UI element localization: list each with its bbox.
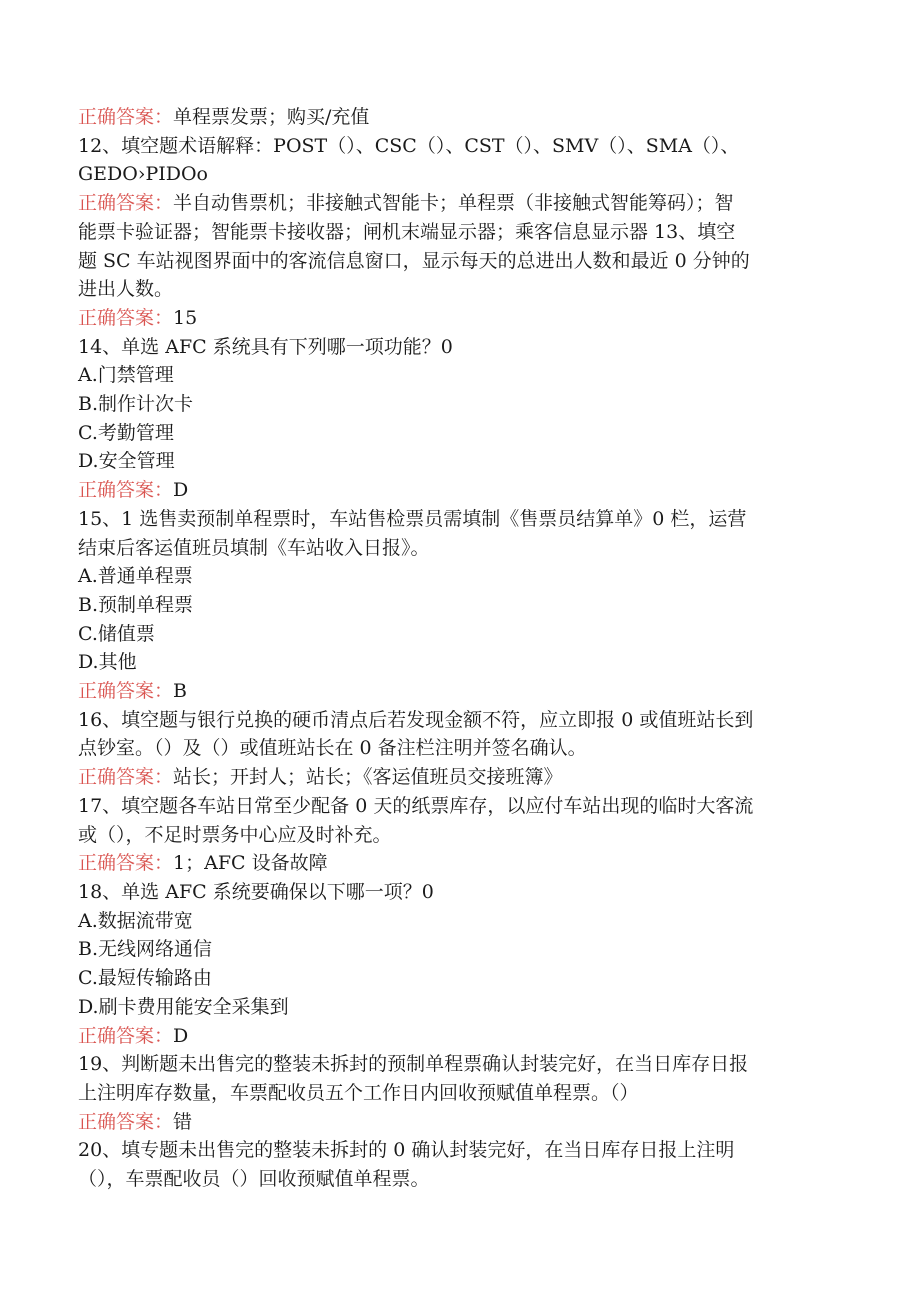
answer-label: 正确答案：	[78, 1024, 174, 1047]
option-line: D.其他	[78, 651, 137, 674]
question-line: 19、判断题未出售完的整装未拆封的预制单程票确认封装完好，在当日库存日报	[78, 1053, 749, 1076]
question-line: 18、单选 AFC 系统要确保以下哪一项？0	[78, 880, 434, 903]
option-line: C.最短传输路由	[78, 967, 212, 990]
option-line: A.普通单程票	[78, 565, 193, 588]
answer-line	[78, 304, 838, 333]
question-line: 上注明库存数量，车票配收员五个工作日内回收预赋值单程票。（）	[78, 1081, 639, 1104]
answer-label: 正确答案：	[78, 1110, 174, 1133]
answer-text: 站长；开封人；站长；《客运值班员交接班簿》	[173, 766, 563, 789]
question-line: 20、填专题未出售完的整装未拆封的 0 确认封装完好，在当日库存日报上注明	[78, 1139, 735, 1162]
answer-text: 半自动售票机；非接触式智能卡；单程票（非接触式智能筹码）；智	[173, 192, 734, 215]
answer-text: 15	[173, 306, 198, 329]
text-line: 题 SC 车站视图界面中的客流信息窗口，显示每天的总进出人数和最近 0 分钟的	[78, 249, 750, 272]
document-page	[78, 103, 838, 1194]
answer-label: 正确答案：	[78, 106, 174, 128]
option-line: D.安全管理	[78, 450, 175, 473]
answer-label: 正确答案：	[78, 479, 174, 502]
answer-line	[78, 677, 838, 706]
answer-text: 1；AFC 设备故障	[173, 852, 328, 875]
text-line: 能票卡验证器；智能票卡接收器；闸机末端显示器；乘客信息显示器 13、填空	[78, 220, 736, 243]
option-line: B.无线网络通信	[78, 938, 213, 961]
answer-text: D	[173, 479, 189, 502]
answer-line	[78, 763, 838, 792]
option-line: A.门禁管理	[78, 364, 174, 387]
answer-label: 正确答案：	[78, 680, 174, 703]
option-line: A.数据流带宽	[78, 909, 193, 932]
option-line: C.考勤管理	[78, 421, 174, 444]
question-line: 或（），不足时票务中心应及时补充。	[78, 823, 392, 846]
question-line: GEDO›PIDOo	[78, 163, 208, 186]
answer-line	[78, 1108, 838, 1137]
question-line: 15、1 选售卖预制单程票时，车站售检票员需填制《售票员结算单》0 栏，运营	[78, 507, 747, 530]
answer-label: 正确答案：	[78, 852, 174, 875]
option-line: B.制作计次卡	[78, 393, 194, 416]
question-line: 17、填空题各车站日常至少配备 0 天的纸票库存，以应付车站出现的临时大客流	[78, 794, 754, 817]
option-line: C.储值票	[78, 622, 155, 645]
text-line: 进出人数。	[78, 278, 174, 301]
option-line: B.预制单程票	[78, 593, 194, 616]
question-line: 12、填空题术语解释：POST（）、CSC（）、CST（）、SMV（）、SMA（）、	[78, 134, 740, 157]
question-line: 14、单选 AFC 系统具有下列哪一项功能？0	[78, 335, 453, 358]
answer-label: 正确答案：	[78, 192, 174, 215]
answer-line	[78, 189, 838, 218]
answer-line	[78, 1022, 838, 1051]
answer-label: 正确答案：	[78, 766, 174, 789]
answer-text: 单程票发票；购买/充值	[173, 106, 370, 128]
answer-line	[78, 849, 838, 878]
answer-label: 正确答案：	[78, 306, 174, 329]
answer-text: 错	[173, 1110, 193, 1133]
question-line: 点钞室。（）及（）或值班站长在 0 备注栏注明并签名确认。	[78, 737, 587, 760]
question-line: 结束后客运值班员填制《车站收入日报》。	[78, 536, 430, 559]
answer-line	[78, 476, 838, 505]
answer-text: D	[173, 1024, 189, 1047]
answer-line	[78, 103, 838, 132]
option-line: D.刷卡费用能安全采集到	[78, 995, 289, 1018]
answer-text: B	[173, 680, 187, 703]
question-line: （），车票配收员（）回收预赋值单程票。	[78, 1168, 430, 1191]
question-line: 16、填空题与银行兑换的硬币清点后若发现金额不符，应立即报 0 或值班站长到	[78, 708, 754, 731]
